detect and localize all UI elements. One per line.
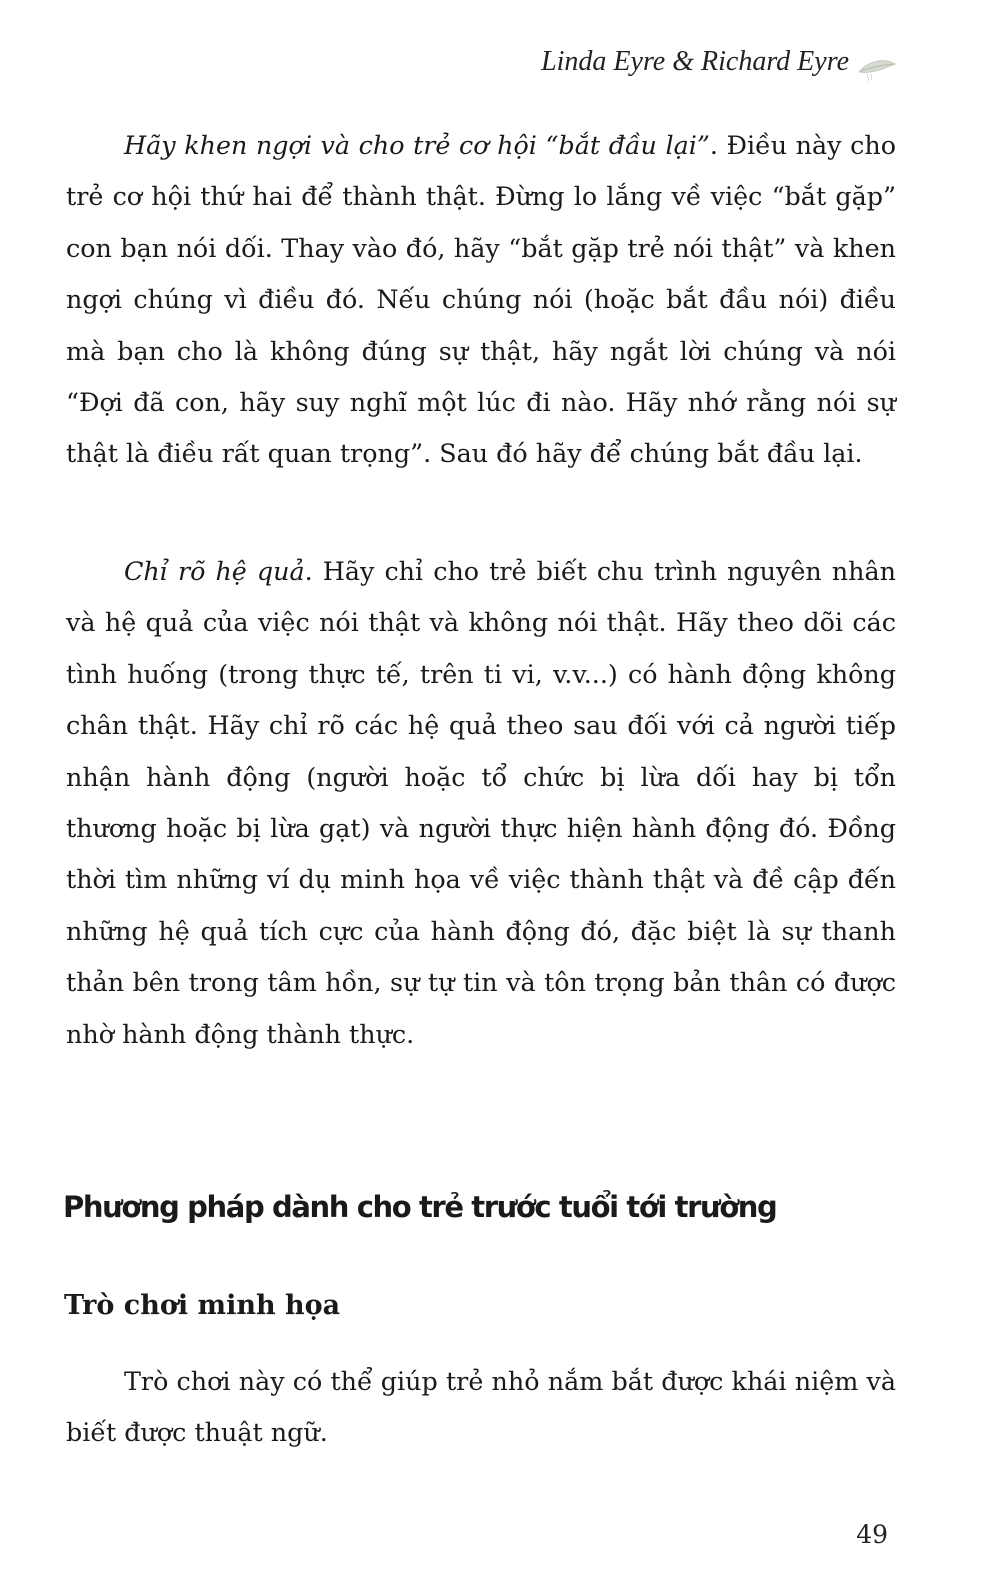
paragraph-game-intro [66, 1356, 896, 1459]
section-heading: Phương pháp dành cho trẻ trước tuổi tới trường [63, 1190, 777, 1224]
paragraph-body: . Hãy chỉ cho trẻ biết chu trình nguyên nhân và hệ quả của việc nói thật và không nói thật. Hãy theo dõi các tình huống (trong thực tế, trên ti vi, v.v...) có hành động không chân thật. Hãy chỉ rõ các hệ quả theo sau đối với cả người tiếp nhận hành động (người hoặc tổ chức bị lừa dối hay bị tổn thương hoặc bị lừa gạt) và người thực hiện hành động đó. Đồng thời tìm những ví dụ minh họa về việc thành thật và đề cập đến những hệ quả tích cực của hành động đó, đặc biệt là sự thanh thản bên trong tâm hồn, sự tự tin và tôn trọng bản thân có được nhờ hành động thành thực. [66, 556, 896, 1049]
paragraph-body: Trò chơi này có thể giúp trẻ nhỏ nắm bắt được khái niệm và biết được thuật ngữ. [66, 1366, 896, 1448]
sub-heading: Trò chơi minh họa [64, 1290, 341, 1321]
paragraph-praise-restart [66, 120, 896, 480]
paragraph-body: . Điều này cho trẻ cơ hội thứ hai để thành thật. Đừng lo lắng về việc “bắt gặp” con bạn nói dối. Thay vào đó, hãy “bắt gặp trẻ nói thật” và khen ngợi chúng vì điều đó. Nếu chúng nói (hoặc bắt đầu nói) điều mà bạn cho là không đúng sự thật, hãy ngắt lời chúng và nói “Đợi đã con, hãy suy nghĩ một lúc đi nào. Hãy nhớ rằng nói sự thật là điều rất quan trọng”. Sau đó hãy để chúng bắt đầu lại. [66, 130, 896, 469]
leaf-icon [857, 54, 897, 84]
paragraph-show-consequences [66, 546, 896, 1060]
page-number: 49 [856, 1520, 888, 1549]
paragraph-lead-italic: Chỉ rõ hệ quả [124, 556, 305, 586]
paragraph-lead-italic: Hãy khen ngợi và cho trẻ cơ hội “bắt đầu lại” [124, 130, 710, 160]
running-head-authors: Linda Eyre & Richard Eyre [541, 46, 849, 77]
